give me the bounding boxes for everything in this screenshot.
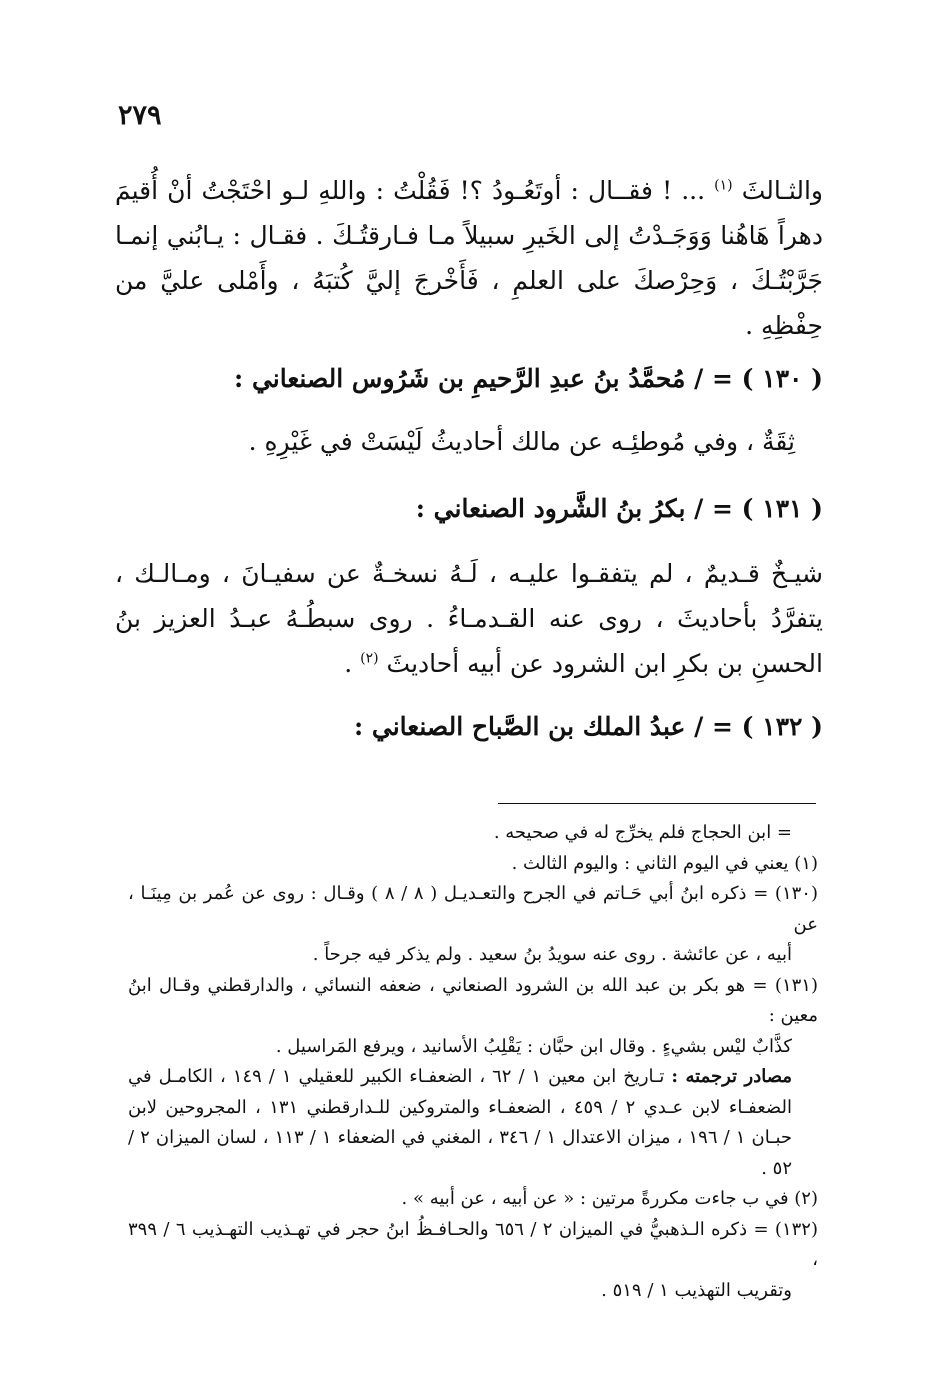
page-number: ٢٧٩ <box>118 100 162 131</box>
paragraph-text: ... ! فقــال : أوتَعُـودُ ؟! فَقُلْتُ : واللهِ لـو احْتَجْتُ أنْ أُقيمَ دهراً هَاهُنا وَوَجَـدْتُ إلى الخَيرِ سبيلاً مـا فـارقتُـكَ . فقـال : يـابُني إنمـا جَرَّبْتُـكَ ، وَحِرْصكَ على العلمِ ، فَأَخْرجَ إليَّ كُتبَهُ ، وأَمْلى عليَّ من حِفْظِهِ . <box>115 176 823 340</box>
footnote-separator <box>498 803 816 804</box>
footnote-130: (١٣٠) = ذكره ابنُ أبي حَـاتم في الجرح والتعـديـل ( ٨ / ٨ ) وقـال : روى عن عُمر بن مِينَـا ، عن <box>128 883 818 935</box>
sources-text: تـاريخ ابن معين ١ / ٦٢ ، الضعفـاء الكبير للعقيلي ١ / ١٤٩ ، الكامـل في الضعفـاء لابن عـدي ٢ / ٤٥٩ ، الضعفـاء والمتروكين للـدارقطني ١٣١ ، المجروحين لابن حبـان ١ / ١٩٦ ، ميزان الاعتدال ١ / ٣٤٦ ، المغني في الضعفاء ١ / ١١٣ ، لسان الميزان ٢ / ٥٢ . <box>128 1066 793 1179</box>
footnote-continuation: = ابن الحجاج فلم يخرِّج له في صحيحه . <box>493 822 792 843</box>
entry-text-131 <box>115 551 823 686</box>
paragraph-text: شيـخٌ قـديمٌ ، لم يتفقـوا عليـه ، لَـهُ نسخـةٌ عن سفيـانَ ، ومـالـك ، يتفرَّدُ بأحاديثَ ، روى عنه القـدمـاءُ . روى سبطُـهُ عبـدُ العزيز بنُ الحسنِ بن بكرِ ابن الشرود عن أبيه أحاديثَ <box>115 559 823 678</box>
entry-heading-130: ( ١٣٠ ) = / مُحمَّدُ بنُ عبدِ الرَّحيمِ بن شَرُوس الصنعاني : <box>234 364 823 393</box>
footnote-reference-1: (١) <box>714 177 733 194</box>
footnote-2: (٢) في ب جاءت مكررةً مرتين : « عن أبيه ، عن أبيه » . <box>401 1188 818 1209</box>
footnote-132-continuation: وتقريب التهذيب ١ / ٥١٩ . <box>601 1279 792 1301</box>
footnote-1: (١) يعني في اليوم الثاني : واليوم الثالث . <box>511 852 818 874</box>
footnote-reference-2: (٢) <box>360 650 379 667</box>
paragraph-continuation <box>115 168 823 348</box>
entry-text-130: ثِقَةٌ ، وفي مُوطئِـه عن مالك أحاديثُ لَيْسَتْ في غَيْرِهِ . <box>248 427 795 456</box>
footnotes <box>128 818 818 1306</box>
footnote-132: (١٣٢) = ذكره الـذهبيُّ في الميزان ٢ / ٦٥٦ والحـافـظُ ابنُ حجر في تهـذيب التهـذيب ٦ / ٣٩٩ ، <box>128 1218 818 1270</box>
paragraph-text: . <box>344 649 353 678</box>
entry-heading-131: ( ١٣١ ) = / بكرُ بنُ الشَّرود الصنعاني : <box>415 494 823 523</box>
footnote-131-continuation: كذَّابٌ ليْس بشيءٍ . وقال ابن حبَّان : يَقْلِبُ الأسانيد ، ويرفع المَراسيل . <box>275 1035 792 1057</box>
entry-heading-132: ( ١٣٢ ) = / عبدُ الملك بن الصَّباح الصنعاني : <box>353 712 823 741</box>
footnote-131: (١٣١) = هو بكر بن عبد الله بن الشرود الصنعاني ، ضعفه النسائي ، والدارقطني وقـال ابنُ معين : <box>128 974 818 1026</box>
paragraph-text: والثـالثَ <box>741 176 824 205</box>
sources-label: مصادر ترجمته : <box>671 1066 793 1087</box>
footnote-131-sources <box>128 1062 818 1184</box>
main-text <box>115 168 823 749</box>
footnote-130-continuation: أبيه ، عن عائشة . روى عنه سويدُ بنُ سعيد . ولم يذكر فيه جرحاً . <box>312 944 792 965</box>
